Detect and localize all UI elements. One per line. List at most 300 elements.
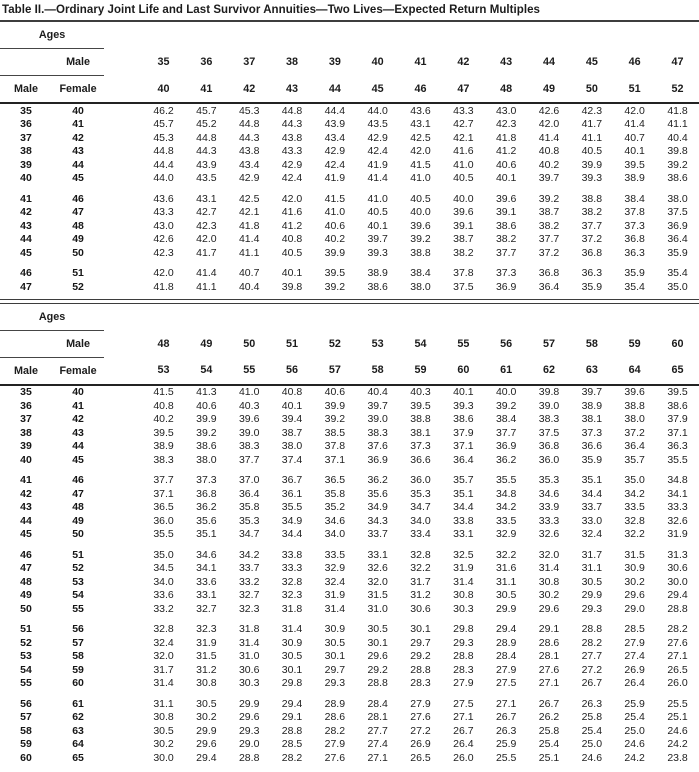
value-cell: 40.6: [324, 386, 346, 399]
spacer-cell: [104, 49, 142, 76]
value-cell: 34.9: [281, 514, 303, 527]
value-cell: 42.7: [453, 118, 474, 131]
male-age-header: 46: [628, 56, 641, 68]
male-age-cell: 43: [20, 219, 32, 232]
value-cell: 39.7: [367, 399, 388, 412]
value-cell: 44.4: [324, 104, 346, 117]
value-cell: 32.6: [667, 514, 688, 527]
value-cell: 26.7: [581, 677, 603, 690]
female-age-cell: 50: [72, 246, 84, 259]
female-age-cell: 51: [72, 267, 84, 280]
spacer-cell: [104, 724, 142, 738]
value-cell: 40.8: [153, 399, 174, 412]
value-cell: 38.4: [495, 413, 517, 426]
female-age-header: 53: [142, 357, 185, 385]
value-cell: 43.4: [324, 131, 346, 144]
value-cell: 34.8: [495, 487, 517, 500]
value-cell: 42.3: [153, 246, 174, 259]
value-cell: 44.3: [238, 131, 260, 144]
value-cell: 34.1: [196, 562, 217, 575]
table-row: [0, 385, 699, 400]
value-cell: 27.1: [538, 677, 560, 690]
ages-header-row: [0, 304, 699, 331]
female-age-cell: 43: [72, 145, 84, 158]
value-cell: 28.8: [281, 724, 303, 737]
value-cell: 31.7: [410, 575, 431, 588]
male-age-cell: 56: [20, 697, 32, 710]
male-age-cell: 43: [20, 501, 32, 514]
value-cell: 30.0: [153, 751, 174, 764]
male-ages-header-row: [0, 330, 699, 357]
value-cell: 30.8: [453, 589, 474, 602]
value-cell: 30.6: [410, 602, 431, 615]
value-cell: 30.8: [196, 677, 217, 690]
value-cell: 42.1: [453, 131, 474, 144]
value-cell: 38.4: [624, 192, 645, 205]
value-cell: 29.4: [196, 751, 217, 764]
value-cell: 37.7: [153, 474, 174, 487]
value-cell: 39.8: [667, 145, 688, 158]
value-cell: 31.4: [238, 636, 260, 649]
value-cell: 37.7: [581, 219, 603, 232]
value-cell: 25.5: [495, 751, 517, 764]
table-row: [0, 103, 699, 118]
value-cell: 38.2: [453, 246, 474, 259]
female-age-header: 48: [485, 76, 528, 104]
value-cell: 38.9: [367, 267, 388, 280]
value-cell: 25.8: [538, 724, 560, 737]
value-cell: 39.6: [453, 206, 474, 219]
spacer-cell: [104, 246, 142, 260]
male-age-cell: 41: [20, 474, 32, 487]
value-cell: 29.1: [538, 623, 560, 636]
female-age-cell: 46: [72, 474, 84, 487]
male-column-label: Male: [0, 76, 52, 104]
table-row: [0, 192, 699, 206]
female-age-header: 49: [528, 76, 571, 104]
value-cell: 34.2: [238, 548, 260, 561]
value-cell: 30.1: [410, 623, 431, 636]
value-cell: 31.5: [196, 650, 217, 663]
value-cell: 27.7: [367, 724, 388, 737]
value-cell: 31.2: [196, 663, 217, 676]
value-cell: 27.9: [624, 636, 645, 649]
value-cell: 36.4: [538, 280, 560, 293]
female-age-header: 58: [356, 357, 399, 385]
value-cell: 28.5: [624, 623, 645, 636]
value-cell: 40.5: [453, 172, 474, 185]
value-cell: 26.9: [410, 738, 431, 751]
value-cell: 37.2: [538, 246, 560, 259]
table-row: [0, 280, 699, 294]
value-cell: 32.3: [196, 623, 217, 636]
value-cell: 41.7: [581, 118, 603, 131]
female-age-header: 54: [185, 357, 228, 385]
value-cell: 30.9: [324, 623, 346, 636]
value-cell: 41.0: [324, 206, 346, 219]
value-cell: 37.0: [238, 474, 260, 487]
spacer-cell: [104, 413, 142, 427]
value-cell: 36.9: [367, 453, 388, 466]
value-cell: 26.0: [667, 677, 688, 690]
value-cell: 41.6: [281, 206, 303, 219]
value-cell: 37.5: [667, 206, 688, 219]
male-age-cell: 48: [20, 575, 32, 588]
male-age-cell: 51: [20, 623, 32, 636]
value-cell: 30.5: [153, 724, 174, 737]
value-cell: 31.8: [281, 602, 303, 615]
table-row: [0, 548, 699, 562]
table-row: [0, 751, 699, 765]
male-age-cell: 36: [20, 399, 32, 412]
value-cell: 36.8: [581, 246, 603, 259]
value-cell: 29.8: [453, 623, 474, 636]
value-cell: 37.1: [153, 487, 174, 500]
value-cell: 35.5: [495, 474, 517, 487]
female-age-header: 44: [313, 76, 356, 104]
table-row: [0, 501, 699, 515]
value-cell: 36.3: [624, 246, 645, 259]
spacer-cell: [104, 711, 142, 725]
value-cell: 42.4: [324, 158, 346, 171]
value-cell: 31.8: [238, 623, 260, 636]
value-cell: 31.4: [153, 677, 174, 690]
value-cell: 24.2: [667, 738, 688, 751]
value-cell: 41.3: [196, 386, 217, 399]
male-age-cell: 44: [20, 514, 32, 527]
value-cell: 37.3: [196, 474, 217, 487]
value-cell: 25.4: [624, 711, 645, 724]
value-cell: 39.2: [196, 426, 217, 439]
female-age-cell: 42: [72, 131, 84, 144]
value-cell: 27.4: [624, 650, 645, 663]
value-cell: 42.3: [495, 118, 517, 131]
table-row: [0, 697, 699, 711]
table-row: [0, 487, 699, 501]
ages-header-row: [0, 22, 699, 49]
spacer-cell: [104, 623, 142, 637]
value-cell: 38.5: [324, 426, 346, 439]
value-cell: 40.1: [624, 145, 645, 158]
value-cell: 33.5: [324, 548, 346, 561]
value-cell: 34.6: [324, 514, 346, 527]
value-cell: 43.3: [453, 104, 474, 117]
value-cell: 29.6: [196, 738, 217, 751]
value-cell: 35.5: [153, 528, 174, 541]
value-cell: 34.6: [196, 548, 217, 561]
table-row: [0, 440, 699, 454]
value-cell: 41.5: [410, 158, 431, 171]
value-cell: 40.1: [367, 219, 388, 232]
value-cell: 30.9: [624, 562, 645, 575]
value-cell: 29.3: [453, 636, 474, 649]
value-cell: 42.3: [196, 219, 217, 232]
value-cell: 40.8: [281, 233, 303, 246]
value-cell: 45.3: [153, 131, 174, 144]
male-column-label: Male: [0, 357, 52, 385]
value-cell: 28.8: [410, 663, 431, 676]
value-cell: 35.0: [667, 280, 688, 293]
value-cell: 31.7: [581, 548, 603, 561]
female-age-cell: 57: [72, 636, 84, 649]
value-cell: 32.8: [410, 548, 431, 561]
value-cell: 29.4: [495, 623, 517, 636]
female-age-cell: 45: [72, 172, 84, 185]
value-cell: 26.9: [624, 663, 645, 676]
spacer-cell: [104, 103, 142, 118]
value-cell: 32.2: [495, 548, 517, 561]
table-row: [0, 724, 699, 738]
value-cell: 33.7: [367, 528, 388, 541]
value-cell: 42.6: [538, 104, 560, 117]
value-cell: 29.9: [196, 724, 217, 737]
value-cell: 31.1: [153, 697, 174, 710]
female-age-cell: 49: [72, 514, 84, 527]
value-cell: 39.5: [324, 267, 346, 280]
group-gap: [0, 541, 699, 548]
male-age-cell: 46: [20, 548, 32, 561]
value-cell: 38.7: [453, 233, 474, 246]
female-age-cell: 44: [72, 440, 84, 453]
value-cell: 30.1: [281, 663, 303, 676]
male-age-cell: 55: [20, 677, 32, 690]
value-cell: 39.6: [495, 192, 517, 205]
spacer-cell: [104, 304, 699, 331]
value-cell: 29.7: [410, 636, 431, 649]
value-cell: 38.0: [624, 413, 645, 426]
value-cell: 33.2: [238, 575, 260, 588]
value-cell: 33.1: [367, 548, 388, 561]
value-cell: 42.9: [238, 172, 260, 185]
value-cell: 41.9: [367, 158, 388, 171]
value-cell: 37.8: [624, 206, 645, 219]
value-cell: 33.4: [410, 528, 431, 541]
value-cell: 31.0: [238, 650, 260, 663]
male-age-cell: 40: [20, 453, 32, 466]
value-cell: 35.1: [581, 474, 603, 487]
value-cell: 39.5: [153, 426, 174, 439]
female-age-cell: 52: [72, 280, 84, 293]
value-cell: 25.9: [624, 697, 645, 710]
group-gap: [0, 616, 699, 623]
gap-cell: [0, 185, 699, 192]
table-row: [0, 453, 699, 467]
value-cell: 34.0: [153, 575, 174, 588]
value-cell: 42.9: [324, 145, 346, 158]
value-cell: 35.7: [624, 453, 645, 466]
value-cell: 29.8: [281, 677, 303, 690]
male-age-header: 45: [585, 56, 598, 68]
value-cell: 39.1: [495, 206, 517, 219]
value-cell: 35.0: [153, 548, 174, 561]
value-cell: 44.3: [196, 145, 217, 158]
value-cell: 38.3: [153, 453, 174, 466]
group-gap: [0, 690, 699, 697]
female-age-cell: 51: [72, 548, 84, 561]
value-cell: 43.8: [281, 131, 303, 144]
male-age-header: 58: [585, 337, 598, 350]
value-cell: 27.2: [581, 663, 603, 676]
table-row: [0, 172, 699, 186]
value-cell: 43.9: [196, 158, 217, 171]
value-cell: 39.0: [538, 399, 560, 412]
value-cell: 30.3: [238, 677, 260, 690]
male-age-header: 39: [328, 56, 341, 68]
value-cell: 28.1: [367, 711, 388, 724]
value-cell: 30.1: [324, 650, 346, 663]
value-cell: 36.4: [453, 453, 474, 466]
value-cell: 28.3: [453, 663, 474, 676]
male-age-header: 38: [286, 56, 299, 68]
female-age-cell: 40: [72, 104, 84, 117]
value-cell: 28.2: [667, 623, 688, 636]
value-cell: 41.8: [495, 131, 517, 144]
value-cell: 37.2: [624, 426, 645, 439]
table-row: [0, 663, 699, 677]
value-cell: 36.9: [667, 219, 688, 232]
value-cell: 26.3: [581, 697, 603, 710]
value-cell: 39.5: [624, 158, 645, 171]
value-cell: 32.0: [538, 548, 560, 561]
value-cell: 28.2: [581, 636, 603, 649]
value-cell: 27.9: [453, 677, 474, 690]
value-cell: 30.2: [196, 711, 217, 724]
value-cell: 28.5: [281, 738, 303, 751]
value-cell: 27.9: [410, 697, 431, 710]
value-cell: 29.2: [410, 650, 431, 663]
female-age-header: 40: [142, 76, 185, 104]
table-row: [0, 602, 699, 616]
value-cell: 38.0: [667, 192, 688, 205]
table-row: [0, 131, 699, 145]
value-cell: 30.5: [281, 650, 303, 663]
value-cell: 35.9: [581, 453, 603, 466]
value-cell: 30.5: [367, 623, 388, 636]
female-age-cell: 41: [72, 399, 84, 412]
value-cell: 33.3: [538, 514, 560, 527]
value-cell: 31.4: [453, 575, 474, 588]
value-cell: 36.1: [281, 487, 303, 500]
value-cell: 30.2: [153, 738, 174, 751]
ages-header-label: Ages: [0, 304, 104, 331]
value-cell: 31.1: [581, 562, 603, 575]
value-cell: 43.1: [196, 192, 217, 205]
value-cell: 31.1: [495, 575, 517, 588]
female-age-cell: 45: [72, 453, 84, 466]
spacer-cell: [104, 453, 142, 467]
value-cell: 30.2: [624, 575, 645, 588]
value-cell: 41.5: [153, 386, 174, 399]
value-cell: 28.1: [538, 650, 560, 663]
value-cell: 25.1: [538, 751, 560, 764]
female-age-cell: 48: [72, 501, 84, 514]
value-cell: 36.0: [538, 453, 560, 466]
male-ages-row-label: Male: [52, 49, 104, 76]
table-row: [0, 528, 699, 542]
female-age-header: 43: [271, 76, 314, 104]
value-cell: 40.5: [410, 192, 431, 205]
value-cell: 38.0: [196, 453, 217, 466]
table-row: [0, 233, 699, 247]
value-cell: 41.1: [238, 246, 260, 259]
value-cell: 37.9: [453, 426, 474, 439]
table-row: [0, 118, 699, 132]
value-cell: 38.2: [538, 219, 560, 232]
value-cell: 31.9: [196, 636, 217, 649]
value-cell: 27.5: [453, 697, 474, 710]
value-cell: 26.7: [453, 724, 474, 737]
female-age-cell: 47: [72, 206, 84, 219]
value-cell: 25.4: [581, 724, 603, 737]
value-cell: 38.6: [495, 219, 517, 232]
value-cell: 37.5: [538, 426, 560, 439]
value-cell: 41.7: [196, 246, 217, 259]
value-cell: 39.9: [196, 413, 217, 426]
value-cell: 40.2: [538, 158, 560, 171]
male-age-header: 35: [157, 56, 170, 68]
value-cell: 42.6: [153, 233, 174, 246]
value-cell: 29.0: [238, 738, 260, 751]
value-cell: 35.1: [453, 487, 474, 500]
female-column-label: Female: [52, 357, 104, 385]
value-cell: 40.5: [281, 246, 303, 259]
value-cell: 39.9: [324, 399, 346, 412]
table-row: [0, 738, 699, 752]
value-cell: 27.6: [667, 636, 688, 649]
table-row: [0, 413, 699, 427]
value-cell: 31.3: [667, 548, 688, 561]
female-age-cell: 46: [72, 192, 84, 205]
male-age-header: 55: [457, 337, 470, 350]
value-cell: 36.0: [410, 474, 431, 487]
page-title: Table II.—Ordinary Joint Life and Last Survivor Annuities—Two Lives—Expected Return Multiples: [2, 4, 540, 16]
male-age-header: 54: [414, 337, 427, 350]
value-cell: 29.6: [538, 602, 560, 615]
male-age-cell: 37: [20, 413, 32, 426]
value-cell: 46.2: [153, 104, 174, 117]
value-cell: 39.1: [453, 219, 474, 232]
value-cell: 36.8: [538, 440, 560, 453]
male-age-cell: 44: [20, 233, 32, 246]
value-cell: 26.3: [495, 724, 517, 737]
value-cell: 34.8: [667, 474, 688, 487]
value-cell: 27.6: [410, 711, 431, 724]
spacer-cell: [104, 267, 142, 281]
female-column-label: Female: [52, 76, 104, 104]
value-cell: 39.2: [538, 192, 560, 205]
female-ages-header-row: [0, 76, 699, 104]
value-cell: 31.9: [453, 562, 474, 575]
value-cell: 25.9: [495, 738, 517, 751]
value-cell: 39.3: [453, 399, 474, 412]
spacer-cell: [104, 501, 142, 515]
value-cell: 37.3: [624, 219, 645, 232]
value-cell: 34.3: [367, 514, 388, 527]
value-cell: 34.9: [367, 501, 388, 514]
male-age-cell: 42: [20, 206, 32, 219]
value-cell: 43.5: [367, 118, 388, 131]
value-cell: 38.3: [238, 440, 260, 453]
value-cell: 30.5: [196, 697, 217, 710]
value-cell: 32.0: [367, 575, 388, 588]
value-cell: 39.9: [324, 246, 346, 259]
value-cell: 38.2: [581, 206, 603, 219]
value-cell: 30.8: [538, 575, 560, 588]
female-age-cell: 55: [72, 602, 84, 615]
value-cell: 36.9: [495, 280, 517, 293]
group-gap: [0, 467, 699, 474]
value-cell: 35.9: [624, 267, 645, 280]
